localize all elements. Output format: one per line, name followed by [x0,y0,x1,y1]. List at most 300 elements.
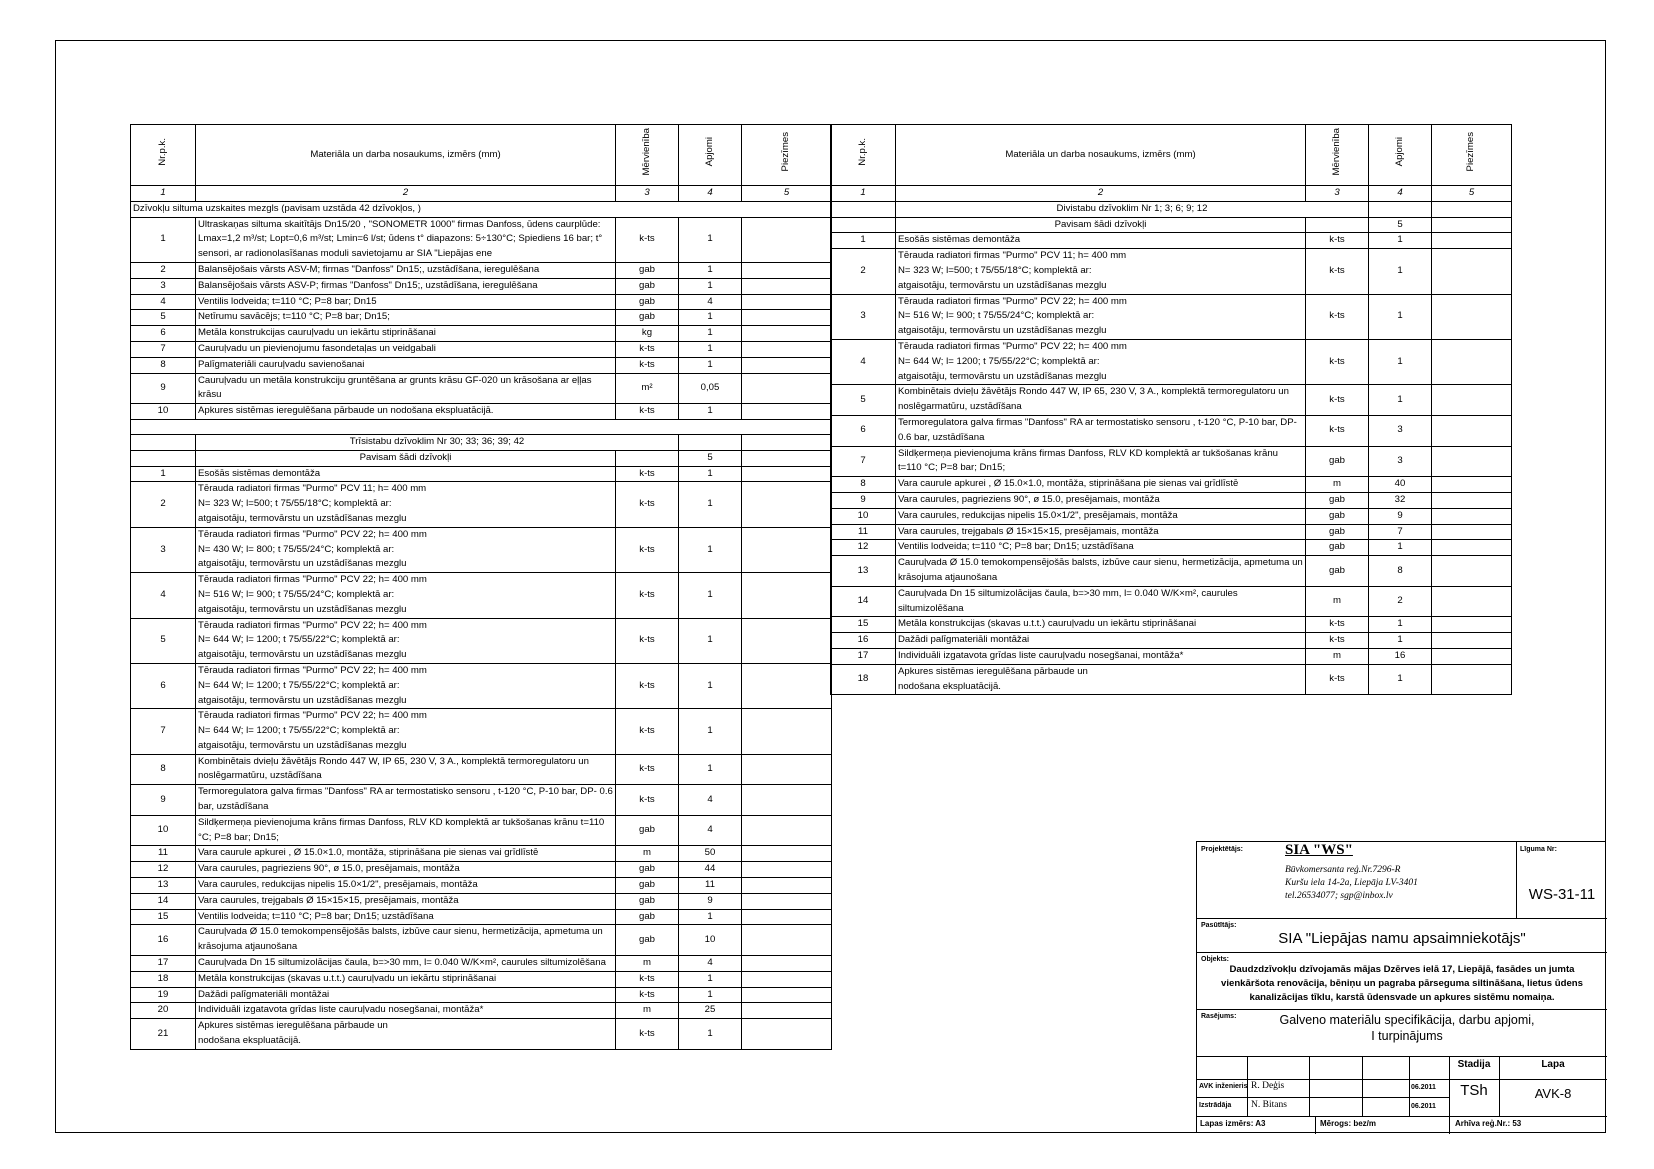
row-quantity: 1 [679,217,742,262]
row-number: 11 [831,524,896,540]
row-quantity: 8 [1369,556,1432,587]
row-unit: k-ts [1306,249,1369,294]
row-description: Apkures sistēmas ieregulēšana pārbaude un nodošana ekspluatācijā. [196,404,616,420]
row-quantity: 1 [679,971,742,987]
contract-number: WS-31-11 [1528,886,1596,903]
row-quantity: 1 [679,987,742,1003]
row-notes [742,862,832,878]
author-name: N. Bitans [1251,1100,1287,1110]
row-number: 16 [831,633,896,649]
row-unit: gab [1306,540,1369,556]
scale: Mērogs: bez/m [1320,1119,1377,1128]
row-number: 3 [131,278,196,294]
row-unit: k-ts [616,785,679,816]
author-date: 06.2011 [1411,1103,1436,1110]
col-index: 5 [742,186,832,202]
row-description: Tērauda radiatori firmas "Purmo" PCV 22; h= 400 mm N= 644 W; l= 1200; t 75/55/22°C; komplektā ar: atgaisotāju, termovārstu un uzstādīšanas mezglu [896,339,1306,384]
row-quantity: 3 [1369,415,1432,446]
table-row [831,385,1512,416]
row-quantity: 1 [1369,617,1432,633]
row-quantity: 32 [1369,492,1432,508]
row-notes [1432,664,1512,695]
table-row [131,466,832,482]
table-row [131,294,832,310]
row-notes [742,971,832,987]
row-description: Termoregulatora galva firmas "Danfoss" RA ar termostatisko sensoru , t-120 °C, P-10 bar, DP- 0.6 bar, uzstādīšana [896,415,1306,446]
row-quantity: 9 [679,893,742,909]
row-notes [1432,233,1512,249]
row-description: Balansējošais vārsts ASV-P; firmas "Danfoss" Dn15;, uzstādīšana, ieregulēšana [196,278,616,294]
table-row [831,524,1512,540]
row-number: 17 [831,648,896,664]
row-unit: m [1306,477,1369,493]
row-unit: k-ts [616,754,679,785]
row-unit: gab [616,909,679,925]
row-notes [1432,524,1512,540]
row-number: 7 [831,446,896,477]
table-row [131,846,832,862]
row-unit: k-ts [1306,664,1369,695]
row-notes [1432,508,1512,524]
row-unit: gab [616,278,679,294]
section-title-row [131,201,832,217]
row-quantity: 1 [679,709,742,754]
row-notes [742,466,832,482]
row-unit: gab [616,893,679,909]
row-description: Dažādi palīgmateriāli montāžai [896,633,1306,649]
row-number: 2 [131,262,196,278]
section-subtitle: Pavisam šādi dzīvokļi [896,217,1306,233]
table-row [831,339,1512,384]
row-number: 2 [131,482,196,527]
col-index: 3 [616,186,679,202]
row-quantity: 1 [679,262,742,278]
col-index: 1 [131,186,196,202]
row-notes [1432,648,1512,664]
row-description: Tērauda radiatori firmas "Purmo" PCV 22; h= 400 mm N= 644 W; l= 1200; t 75/55/22°C; komplektā ar: atgaisotāju, termovārstu un uzstādīšanas mezglu [196,618,616,663]
row-number: 1 [131,466,196,482]
row-quantity: 1 [679,909,742,925]
designer-label: Projektētājs: [1201,846,1244,853]
section-cell [1369,201,1432,217]
row-notes [742,893,832,909]
row-quantity: 4 [679,956,742,972]
section-cell [1432,201,1512,217]
row-description: Balansējošais vārsts ASV-M; firmas "Danfoss" Dn15;, uzstādīšana, ieregulēšana [196,262,616,278]
row-number: 4 [831,339,896,384]
row-notes [742,618,832,663]
row-description: Tērauda radiatori firmas "Purmo" PCV 11; h= 400 mm N= 323 W; l=500; t 75/55/18°C; komplektā ar: atgaisotāju, termovārstu un uzstādīšanas mezglu [196,482,616,527]
col-unit-header: Mērvienība [1306,125,1369,186]
row-notes [1432,586,1512,617]
row-unit: gab [616,862,679,878]
row-description: Ventilis lodveida; t=110 °C; P=8 bar; Dn15 [196,294,616,310]
table-row [131,956,832,972]
row-notes [1432,294,1512,339]
section-cell [742,450,832,466]
row-number: 15 [831,617,896,633]
row-number: 20 [131,1003,196,1019]
table-row [131,527,832,572]
row-notes [742,909,832,925]
row-notes [1432,415,1512,446]
engineer-date: 06.2011 [1411,1084,1436,1091]
archive-number: Arhīva reģ.Nr.: 53 [1455,1119,1522,1128]
row-quantity: 1 [1369,233,1432,249]
row-number: 8 [131,754,196,785]
row-description: Individuāli izgatavota grīdas liste cauruļvadu nosegšanai, montāža* [196,1003,616,1019]
table-row [131,785,832,816]
row-notes [1432,633,1512,649]
section-cell [831,201,896,217]
row-description: Ultraskaņas siltuma skaitītājs Dn15/20 , "SONOMETR 1000" firmas Danfoss, ūdens caurplūde: Lmax=1,2 m³/st; Lopt=0,6 m³/st; Lmin=6 l/st; ūdens t° diapazons: 5÷130°C; Spiediens 16 bar; t° sensori, ar radionolasīšanas moduli savietojamu ar SIA "Liepājas ene [196,217,616,262]
row-notes [742,709,832,754]
table-row [131,217,832,262]
row-notes [742,956,832,972]
table-row [831,648,1512,664]
table-row [131,663,832,708]
section-subtitle: Pavisam šādi dzīvokļi [196,450,616,466]
table-row [131,987,832,1003]
gap-cell [131,419,832,434]
row-unit: k-ts [616,663,679,708]
row-quantity: 25 [679,1003,742,1019]
row-description: Vara caurules, pagrieziens 90°, ø 15.0, presējamais, montāža [896,492,1306,508]
stage-value: TSh [1460,1082,1488,1099]
row-quantity: 10 [679,925,742,956]
row-notes [1432,446,1512,477]
row-unit: k-ts [616,217,679,262]
row-description: Vara caurules, redukcijas nipelis 15.0×1/2", presējamais, montāža [196,878,616,894]
table-row [131,878,832,894]
row-quantity: 1 [679,341,742,357]
row-quantity: 1 [679,1019,742,1050]
table-row [831,249,1512,294]
row-unit: kg [616,326,679,342]
row-quantity: 4 [679,294,742,310]
row-quantity: 1 [679,482,742,527]
row-quantity: 1 [1369,249,1432,294]
row-number: 1 [831,233,896,249]
section-subtitle-row [831,217,1512,233]
engineer-name: R. Deģis [1251,1081,1285,1091]
row-unit: k-ts [616,618,679,663]
section-title-row [131,434,832,450]
row-description: Vara caurules, redukcijas nipelis 15.0×1/2", presējamais, montāža [896,508,1306,524]
table-row [131,278,832,294]
row-quantity: 3 [1369,446,1432,477]
row-number: 10 [131,404,196,420]
section-cell [679,434,742,450]
row-notes [742,754,832,785]
row-number: 17 [131,956,196,972]
table-row [831,633,1512,649]
row-quantity: 1 [679,326,742,342]
row-number: 14 [131,893,196,909]
row-description: Kombinētais dvieļu žāvētājs Rondo 447 W, IP 65, 230 V, 3 A., komplektā termoregulatoru un noslēgarmatūru, uzstādīšana [896,385,1306,416]
table-row [131,971,832,987]
section-cell [131,434,196,450]
row-unit: gab [616,310,679,326]
row-notes [1432,339,1512,384]
row-description: Vara caurule apkurei , Ø 15.0×1.0, montāža, stiprināšana pie sienas vai grīdlīstē [896,477,1306,493]
row-number: 5 [831,385,896,416]
row-quantity: 1 [1369,664,1432,695]
col-index: 4 [679,186,742,202]
section-cell [1306,217,1369,233]
row-number: 10 [131,815,196,846]
row-number: 6 [831,415,896,446]
row-number: 21 [131,1019,196,1050]
row-quantity: 1 [679,527,742,572]
table-row [831,477,1512,493]
row-description: Individuāli izgatavota grīdas liste cauruļvadu nosegšanai, montāža* [896,648,1306,664]
row-description: Termoregulatora galva firmas "Danfoss" RA ar termostatisko sensoru , t-120 °C, P-10 bar, DP- 0.6 bar, uzstādīšana [196,785,616,816]
row-unit: gab [616,878,679,894]
section-title: Divistabu dzīvoklim Nr 1; 3; 6; 9; 12 [896,201,1369,217]
row-description: Cauruļvada Dn 15 siltumizolācijas čaula, b=>30 mm, l= 0.040 W/K×m², caurules siltumizolēšana [896,586,1306,617]
row-description: Vara caurule apkurei , Ø 15.0×1.0, montāža, stiprināšana pie sienas vai grīdlīstē [196,846,616,862]
designer-details: Būvkomersanta reģ.Nr.7296-R Kuršu iela 14-2a, Liepāja LV-3401 tel.26534077; sgp@inbox.lv [1285,865,1418,901]
table-row [831,556,1512,587]
row-unit: k-ts [616,971,679,987]
drawing-label: Rasējums: [1201,1013,1237,1020]
row-unit: m [616,1003,679,1019]
sheet-value: AVK-8 [1534,1086,1572,1101]
row-description: Sildķermeņa pievienojuma krāns firmas Danfoss, RLV KD komplektā ar tukšošanas krānu t=110 °C; P=8 bar; Dn15; [896,446,1306,477]
row-unit: k-ts [616,357,679,373]
row-quantity: 0,05 [679,373,742,404]
table-row [131,709,832,754]
table-row [831,492,1512,508]
row-notes [742,278,832,294]
table-row [831,508,1512,524]
table-row [131,573,832,618]
row-number: 8 [131,357,196,373]
row-number: 14 [831,586,896,617]
row-quantity: 1 [679,754,742,785]
row-description: Tērauda radiatori firmas "Purmo" PCV 11; h= 400 mm N= 323 W; l=500; t 75/55/18°C; komplektā ar: atgaisotāju, termovārstu un uzstādīšanas mezglu [896,249,1306,294]
row-number: 2 [831,249,896,294]
row-notes [742,217,832,262]
col-index: 2 [196,186,616,202]
section-quantity: 5 [1369,217,1432,233]
table-row [131,815,832,846]
row-description: Cauruļvada Dn 15 siltumizolācijas čaula, b=>30 mm, l= 0.040 W/K×m², caurules siltumizolēšana [196,956,616,972]
row-unit: m [1306,586,1369,617]
row-description: Apkures sistēmas ieregulēšana pārbaude un nodošana ekspluatācijā. [196,1019,616,1050]
col-unit-header: Mērvienība [616,125,679,186]
row-description: Metāla konstrukcijas cauruļvadu un iekārtu stiprināšanai [196,326,616,342]
row-notes [742,326,832,342]
col-nr-header: Nr.p.k. [831,125,896,186]
row-description: Vara caurules, pagrieziens 90°, ø 15.0, presējamais, montāža [196,862,616,878]
row-unit: k-ts [1306,633,1369,649]
table-row [131,326,832,342]
row-notes [742,294,832,310]
table-row [131,618,832,663]
row-notes [742,785,832,816]
row-unit: k-ts [616,709,679,754]
row-number: 5 [131,310,196,326]
client-name: SIA "Liepājas namu apsaimniekotājs" [1278,930,1526,947]
row-unit: k-ts [1306,385,1369,416]
row-quantity: 44 [679,862,742,878]
section-cell [1432,217,1512,233]
row-unit: m [1306,648,1369,664]
row-description: Ventilis lodveida; t=110 °C; P=8 bar; Dn15; uzstādīšana [196,909,616,925]
row-notes [742,573,832,618]
row-notes [1432,477,1512,493]
section-quantity: 5 [679,450,742,466]
row-quantity: 1 [679,404,742,420]
row-description: Netīrumu savācējs; t=110 °C; P=8 bar; Dn15; [196,310,616,326]
section-subtitle-row [131,450,832,466]
row-quantity: 1 [679,278,742,294]
row-number: 11 [131,846,196,862]
row-unit: k-ts [616,527,679,572]
row-number: 9 [131,785,196,816]
row-notes [742,1003,832,1019]
row-number: 4 [131,294,196,310]
row-notes [742,878,832,894]
sheet-label: Lapa [1541,1059,1565,1070]
row-description: Metāla konstrukcijas (skavas u.t.t.) cauruļvadu un iekārtu stiprināšanai [896,617,1306,633]
row-quantity: 1 [1369,385,1432,416]
row-quantity: 50 [679,846,742,862]
section-title-row [831,201,1512,217]
client-label: Pasūtītājs: [1201,922,1237,929]
col-index: 2 [896,186,1306,202]
row-notes [742,527,832,572]
row-unit: gab [616,925,679,956]
row-notes [742,373,832,404]
row-description: Tērauda radiatori firmas "Purmo" PCV 22; h= 400 mm N= 644 W; l= 1200; t 75/55/22°C; komplektā ar: atgaisotāju, termovārstu un uzstādīšanas mezglu [196,663,616,708]
row-unit: gab [1306,508,1369,524]
section-title: Dzīvokļu siltuma uzskaites mezgls (pavisam uzstāda 42 dzīvokļos, ) [131,201,832,217]
section-cell [742,434,832,450]
row-notes [742,1019,832,1050]
table-row [831,617,1512,633]
object-description: Daudzdzīvokļu dzīvojamās mājas Dzērves ielā 17, Liepājā, fasādes un jumta vienkāršota renovācija, bēniņu un pagraba pārseguma siltināšana, lietus ūdens kanalizācijas tīklu, karstā ūdensvade un apkures sistēmu nomaiņa. [1220,964,1583,1003]
row-unit: gab [616,262,679,278]
row-description: Tērauda radiatori firmas "Purmo" PCV 22; h= 400 mm N= 516 W; l= 900; t 75/55/24°C; komplektā ar: atgaisotāju, termovārstu un uzstādīšanas mezglu [896,294,1306,339]
designer-company: SIA "WS" [1285,842,1353,858]
row-description: Esošās sistēmas demontāža [196,466,616,482]
table-row [131,357,832,373]
contract-label: Līguma Nr: [1520,846,1557,853]
row-description: Vara caurules, trejgabals Ø 15×15×15, presējamais, montāža [196,893,616,909]
row-notes [1432,492,1512,508]
row-unit: m [616,846,679,862]
sheet-size: Lapas izmērs: A3 [1200,1119,1266,1128]
row-quantity: 1 [679,573,742,618]
row-quantity: 4 [679,815,742,846]
row-quantity: 1 [679,663,742,708]
row-number: 16 [131,925,196,956]
row-unit: k-ts [1306,233,1369,249]
row-description: Kombinētais dvieļu žāvētājs Rondo 447 W, IP 65, 230 V, 3 A., komplektā termoregulatoru un noslēgarmatūru, uzstādīšana [196,754,616,785]
col-index: 3 [1306,186,1369,202]
row-description: Metāla konstrukcijas (skavas u.t.t.) cauruļvadu un iekārtu stiprināšanai [196,971,616,987]
row-description: Esošās sistēmas demontāža [896,233,1306,249]
author-label: Izstrādāja [1199,1102,1232,1109]
section-cell [616,450,679,466]
row-number: 13 [131,878,196,894]
col-name-header: Materiāla un darba nosaukums, izmērs (mm) [896,125,1306,186]
row-unit: k-ts [1306,415,1369,446]
col-index: 1 [831,186,896,202]
table-row [131,262,832,278]
row-description: Apkures sistēmas ieregulēšana pārbaude un nodošana ekspluatācijā. [896,664,1306,695]
row-quantity: 1 [679,466,742,482]
row-unit: k-ts [616,341,679,357]
table-row [131,310,832,326]
row-notes [742,341,832,357]
row-quantity: 16 [1369,648,1432,664]
table-row [131,1019,832,1050]
row-description: Cauruļvada Ø 15.0 temokompensējošās balsts, izbūve caur sienu, hermetizācija, apmetuma un krāsojuma atjaunošana [896,556,1306,587]
row-quantity: 1 [1369,339,1432,384]
row-unit: m² [616,373,679,404]
row-number: 9 [831,492,896,508]
row-description: Ventilis lodveida; t=110 °C; P=8 bar; Dn15; uzstādīšana [896,540,1306,556]
row-number: 19 [131,987,196,1003]
table-row [131,341,832,357]
row-notes [742,663,832,708]
row-unit: k-ts [616,482,679,527]
row-unit: gab [1306,524,1369,540]
row-number: 12 [131,862,196,878]
row-unit: gab [1306,492,1369,508]
row-number: 12 [831,540,896,556]
row-quantity: 11 [679,878,742,894]
row-number: 8 [831,477,896,493]
stage-label: Stadija [1457,1059,1491,1070]
row-number: 7 [131,341,196,357]
row-quantity: 1 [679,310,742,326]
section-cell [831,217,896,233]
row-description: Dažādi palīgmateriāli montāžai [196,987,616,1003]
row-description: Cauruļvadu un pievienojumu fasondetaļas un veidgabali [196,341,616,357]
table-row [831,233,1512,249]
col-index: 5 [1432,186,1512,202]
row-number: 18 [831,664,896,695]
row-quantity: 40 [1369,477,1432,493]
row-description: Cauruļvada Ø 15.0 temokompensējošās balsts, izbūve caur sienu, hermetizācija, apmetuma un krāsojuma atjaunošana [196,925,616,956]
row-unit: gab [616,294,679,310]
title-block [1196,841,1606,1133]
row-number: 10 [831,508,896,524]
table-row [131,404,832,420]
row-notes [1432,249,1512,294]
table-row [131,754,832,785]
table-row [831,294,1512,339]
row-description: Cauruļvadu un metāla konstrukciju gruntēšana ar grunts krāsu GF-020 un krāsošana ar eļļas krāsu [196,373,616,404]
table-row [131,909,832,925]
row-description: Tērauda radiatori firmas "Purmo" PCV 22; h= 400 mm N= 430 W; l= 800; t 75/55/24°C; komplektā ar: atgaisotāju, termovārstu un uzstādīšanas mezglu [196,527,616,572]
row-number: 3 [831,294,896,339]
row-number: 13 [831,556,896,587]
row-notes [742,310,832,326]
row-description: Sildķermeņa pievienojuma krāns firmas Danfoss, RLV KD komplektā ar tukšošanas krānu t=110 °C; P=8 bar; Dn15; [196,815,616,846]
row-quantity: 1 [679,357,742,373]
engineer-label: AVK inženieris [1199,1083,1248,1090]
row-notes [742,815,832,846]
row-notes [742,987,832,1003]
row-description: Vara caurules, trejgabals Ø 15×15×15, presējamais, montāža [896,524,1306,540]
row-notes [742,925,832,956]
